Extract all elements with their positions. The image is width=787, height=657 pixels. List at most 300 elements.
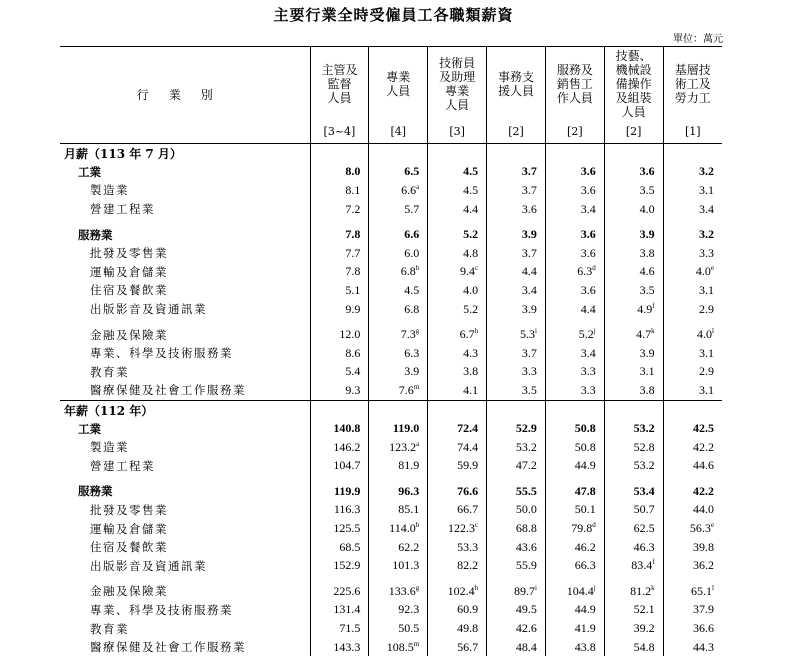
column-header (663, 47, 722, 122)
value-text: 6.6 (401, 182, 417, 197)
footnote-marker: c (474, 264, 479, 273)
value-cell (487, 263, 546, 282)
value-cell (369, 619, 428, 638)
footnote-marker: f (652, 558, 655, 567)
value-cell (487, 363, 546, 382)
value-cell (604, 419, 663, 438)
value-cell (369, 638, 428, 657)
section-row (60, 144, 722, 163)
value-cell (487, 318, 546, 325)
value-text: 6.7 (459, 327, 475, 342)
value-cell (310, 519, 369, 538)
value-cell (545, 225, 604, 244)
value-text: 3.1 (699, 345, 714, 360)
value-text: 3.3 (580, 382, 596, 397)
column-header-line: 專業 (445, 84, 470, 98)
value-cell (428, 575, 487, 582)
value-cell (487, 501, 546, 520)
value-text: 3.6 (580, 245, 596, 260)
value-cell (310, 363, 369, 382)
value-cell (604, 144, 663, 163)
value-cell (487, 225, 546, 244)
value-cell (428, 144, 487, 163)
column-code: [4] (369, 121, 428, 144)
value-cell (487, 218, 546, 225)
value-cell (369, 325, 428, 344)
value-cell (487, 582, 546, 601)
column-header-line: 監督 (327, 77, 352, 91)
value-text: 8.0 (345, 164, 361, 179)
value-cell (369, 538, 428, 557)
column-header-line: 主管及 (321, 63, 358, 77)
value-text: 46.2 (574, 539, 596, 554)
value-cell (663, 218, 722, 225)
value-cell (487, 438, 546, 457)
footnote-marker: d (592, 264, 596, 273)
value-text: 4.1 (463, 382, 479, 397)
row-label: 月薪（113 年 7 月） (64, 146, 182, 161)
value-cell (369, 163, 428, 182)
value-cell (487, 181, 546, 200)
value-cell (545, 244, 604, 263)
value-cell (369, 400, 428, 419)
table-body (60, 144, 722, 657)
value-cell (663, 501, 722, 520)
value-text: 53.2 (515, 439, 537, 454)
footnote-marker: h (474, 327, 479, 336)
column-code: [1] (663, 121, 722, 144)
value-cell (604, 400, 663, 419)
value-cell (310, 457, 369, 476)
value-cell (604, 582, 663, 601)
value-cell (310, 244, 369, 263)
value-text: 42.2 (693, 439, 714, 454)
value-text: 116.3 (333, 502, 361, 517)
value-text: 55.9 (515, 558, 537, 573)
value-cell (487, 419, 546, 438)
value-text: 3.1 (699, 382, 714, 397)
value-text: 72.4 (457, 421, 479, 436)
value-cell (487, 300, 546, 319)
value-cell (663, 575, 722, 582)
value-text: 4.5 (463, 164, 479, 179)
value-text: 66.3 (574, 558, 596, 573)
value-cell (663, 538, 722, 557)
value-cell (663, 281, 722, 300)
row-label: 工業 (78, 421, 101, 436)
value-cell (369, 218, 428, 225)
value-text: 123.2 (389, 439, 417, 454)
value-cell (487, 556, 546, 575)
footnote-marker: l (712, 583, 714, 592)
column-header-line: 人員 (621, 105, 646, 119)
value-cell (428, 638, 487, 657)
value-text: 56.3 (689, 521, 711, 536)
value-cell (310, 263, 369, 282)
value-text: 54.8 (633, 639, 655, 654)
value-text: 39.2 (633, 621, 655, 636)
row-label: 教育業 (90, 364, 129, 379)
value-text: 41.9 (574, 621, 596, 636)
value-text: 48.4 (515, 639, 537, 654)
table-row (60, 582, 722, 601)
table-row (60, 519, 722, 538)
value-text: 36.2 (693, 558, 714, 573)
value-cell (663, 601, 722, 620)
value-text: 4.4 (580, 301, 596, 316)
table-row (60, 638, 722, 657)
footnote-marker: e (710, 521, 714, 530)
value-text: 3.6 (580, 282, 596, 297)
footnote-marker: j (593, 327, 596, 336)
value-text: 62.2 (398, 539, 420, 554)
value-cell (310, 419, 369, 438)
column-header-line: 人員 (327, 91, 352, 105)
row-label: 運輸及倉儲業 (90, 521, 168, 536)
value-cell (663, 556, 722, 575)
value-cell (310, 200, 369, 219)
value-cell (487, 344, 546, 363)
value-text: 44.0 (693, 502, 714, 517)
value-text: 102.4 (447, 583, 475, 598)
value-text: 119.0 (392, 421, 420, 436)
table-row (60, 200, 722, 219)
value-cell (369, 281, 428, 300)
value-cell (310, 381, 369, 400)
table-row (60, 363, 722, 382)
value-cell (428, 438, 487, 457)
value-text: 3.3 (699, 245, 714, 260)
column-header (428, 47, 487, 122)
value-cell (487, 244, 546, 263)
value-cell (428, 344, 487, 363)
row-label: 製造業 (90, 183, 129, 198)
column-header-line: 術工及 (674, 77, 711, 91)
value-cell (487, 163, 546, 182)
value-cell (428, 400, 487, 419)
value-cell (604, 181, 663, 200)
value-cell (369, 601, 428, 620)
value-text: 6.0 (404, 245, 420, 260)
value-cell (545, 400, 604, 419)
spacer-row (60, 218, 722, 225)
row-label: 醫療保健及社會工作服務業 (90, 640, 246, 655)
value-cell (310, 300, 369, 319)
footnote-marker: k (651, 327, 655, 336)
value-cell (487, 325, 546, 344)
value-cell (487, 575, 546, 582)
value-cell (310, 163, 369, 182)
value-cell (369, 519, 428, 538)
value-cell (310, 475, 369, 482)
row-label (60, 475, 310, 482)
value-text: 74.4 (457, 439, 479, 454)
value-text: 6.3 (404, 345, 420, 360)
value-text: 3.1 (699, 182, 714, 197)
value-text: 46.3 (633, 539, 655, 554)
column-header (310, 47, 369, 122)
value-cell (369, 457, 428, 476)
value-cell (369, 438, 428, 457)
value-cell (487, 475, 546, 482)
row-label: 年薪（112 年） (60, 400, 310, 419)
value-text: 5.2 (463, 227, 479, 242)
value-text: 49.5 (515, 602, 537, 617)
value-text: 101.3 (392, 558, 420, 573)
value-text: 4.8 (463, 245, 479, 260)
table-row (60, 601, 722, 620)
value-text: 50.1 (574, 502, 596, 517)
footnote-marker: a (416, 439, 420, 448)
value-text: 3.9 (404, 364, 420, 379)
value-text: 131.4 (333, 602, 361, 617)
value-cell (663, 638, 722, 657)
value-text: 225.6 (333, 583, 361, 598)
value-text: 4.0 (695, 264, 711, 279)
column-header-line: 人員 (386, 84, 411, 98)
footnote-marker: g (415, 327, 420, 336)
value-cell (369, 144, 428, 163)
value-cell (545, 363, 604, 382)
value-cell (663, 318, 722, 325)
value-text: 50.8 (574, 439, 596, 454)
value-text: 2.9 (699, 364, 714, 379)
value-text: 36.6 (693, 621, 714, 636)
value-text: 5.3 (519, 327, 535, 342)
value-text: 83.4 (631, 558, 653, 573)
row-label (60, 218, 310, 225)
value-text: 4.0 (463, 282, 479, 297)
value-text: 6.3 (577, 264, 593, 279)
value-text: 4.5 (463, 182, 479, 197)
value-cell (604, 325, 663, 344)
value-text: 71.5 (339, 621, 361, 636)
value-text: 3.9 (521, 301, 537, 316)
row-label: 出版影音及資通訊業 (90, 302, 207, 317)
value-cell (428, 244, 487, 263)
table-row (60, 501, 722, 520)
value-cell (663, 400, 722, 419)
value-cell (428, 619, 487, 638)
row-label: 運輸及倉儲業 (90, 264, 168, 279)
value-text: 53.3 (457, 539, 479, 554)
value-cell (545, 344, 604, 363)
value-text: 122.3 (447, 521, 475, 536)
value-text: 52.8 (633, 439, 655, 454)
value-text: 89.7 (513, 583, 535, 598)
value-text: 4.5 (404, 282, 420, 297)
value-cell (310, 181, 369, 200)
value-cell (604, 482, 663, 501)
value-text: 4.9 (637, 301, 653, 316)
value-text: 3.7 (521, 164, 537, 179)
row-label: 教育業 (90, 621, 129, 636)
value-text: 50.5 (398, 621, 420, 636)
value-cell (545, 582, 604, 601)
value-text: 3.4 (699, 201, 714, 216)
value-cell (604, 200, 663, 219)
footnote-marker: c (474, 521, 479, 530)
column-code: [2] (487, 121, 546, 144)
group-row (60, 419, 722, 438)
value-cell (428, 218, 487, 225)
value-cell (428, 281, 487, 300)
value-cell (310, 281, 369, 300)
value-text: 56.7 (457, 639, 479, 654)
value-text: 3.3 (580, 364, 596, 379)
column-header-line: 援人員 (497, 84, 534, 98)
value-cell (487, 638, 546, 657)
value-cell (545, 419, 604, 438)
footnote-marker: e (710, 264, 714, 273)
row-label: 批發及零售業 (90, 502, 168, 517)
spacer-row (60, 575, 722, 582)
value-text: 146.2 (333, 439, 361, 454)
value-cell (487, 281, 546, 300)
value-text: 119.9 (334, 483, 361, 498)
value-text: 3.6 (580, 227, 596, 242)
value-text: 5.1 (345, 282, 361, 297)
value-cell (663, 381, 722, 400)
value-cell (604, 438, 663, 457)
group-row (60, 225, 722, 244)
value-cell (369, 181, 428, 200)
value-text: 66.7 (457, 502, 479, 517)
row-label: 金融及保險業 (90, 327, 168, 342)
value-cell (428, 601, 487, 620)
unit-label: 單位：萬元 (673, 34, 723, 45)
value-text: 47.8 (574, 483, 596, 498)
footnote-marker: l (712, 327, 714, 336)
value-cell (663, 457, 722, 476)
value-text: 55.5 (515, 483, 537, 498)
value-text: 3.6 (639, 164, 655, 179)
column-header-line: 作人員 (556, 91, 593, 105)
value-cell (310, 400, 369, 419)
column-code: [3] (428, 121, 487, 144)
value-cell (487, 381, 546, 400)
value-text: 4.7 (636, 327, 652, 342)
value-text: 50.7 (633, 502, 655, 517)
value-text: 6.5 (404, 164, 420, 179)
value-cell (487, 538, 546, 557)
value-cell (487, 457, 546, 476)
value-cell (369, 501, 428, 520)
value-text: 3.8 (639, 245, 655, 260)
row-label: 專業、科學及技術服務業 (90, 346, 233, 361)
value-cell (604, 318, 663, 325)
row-label: 營建工程業 (90, 458, 155, 473)
value-cell (310, 582, 369, 601)
value-cell (428, 419, 487, 438)
value-cell (545, 538, 604, 557)
column-header-line: 服務及 (556, 63, 593, 77)
table-row (60, 556, 722, 575)
value-text: 140.8 (333, 421, 361, 436)
value-text: 53.2 (633, 458, 655, 473)
table-row (60, 457, 722, 476)
column-code: [2] (604, 121, 663, 144)
value-text: 5.4 (345, 364, 361, 379)
value-cell (428, 482, 487, 501)
value-cell (604, 344, 663, 363)
value-text: 5.2 (578, 327, 594, 342)
value-cell (487, 144, 546, 163)
table-row (60, 381, 722, 400)
value-text: 4.0 (639, 201, 655, 216)
value-cell (604, 619, 663, 638)
value-cell (487, 601, 546, 620)
value-cell (369, 363, 428, 382)
table-row (60, 244, 722, 263)
value-text: 43.6 (515, 539, 537, 554)
value-cell (663, 619, 722, 638)
value-cell (545, 556, 604, 575)
row-label (60, 575, 310, 582)
spacer-row (60, 475, 722, 482)
value-cell (604, 538, 663, 557)
value-cell (545, 482, 604, 501)
column-code: [3~4] (310, 121, 369, 144)
table-row (60, 263, 722, 282)
value-cell (545, 318, 604, 325)
value-cell (369, 475, 428, 482)
value-text: 50.8 (574, 421, 596, 436)
value-cell (604, 638, 663, 657)
table-row (60, 181, 722, 200)
value-cell (428, 181, 487, 200)
value-cell (369, 582, 428, 601)
value-text: 47.2 (515, 458, 537, 473)
value-text: 43.8 (574, 639, 596, 654)
value-cell (369, 344, 428, 363)
value-cell (545, 457, 604, 476)
value-cell (428, 519, 487, 538)
column-header-line: 基層技 (674, 63, 711, 77)
value-text: 3.5 (639, 182, 655, 197)
value-cell (604, 281, 663, 300)
value-text: 3.9 (639, 345, 655, 360)
value-cell (604, 218, 663, 225)
value-text: 6.6 (404, 227, 420, 242)
value-cell (310, 501, 369, 520)
value-cell (545, 638, 604, 657)
value-text: 82.2 (457, 558, 479, 573)
value-cell (663, 200, 722, 219)
row-label: 住宿及餐飲業 (90, 540, 168, 555)
value-text: 3.4 (580, 201, 596, 216)
value-text: 76.6 (457, 483, 479, 498)
row-label: 專業、科學及技術服務業 (90, 602, 233, 617)
row-label: 服務業 (78, 484, 113, 499)
value-cell (310, 482, 369, 501)
value-cell (310, 218, 369, 225)
value-text: 7.8 (345, 227, 361, 242)
value-cell (369, 244, 428, 263)
value-cell (369, 482, 428, 501)
value-cell (428, 538, 487, 557)
value-cell (663, 263, 722, 282)
value-text: 5.2 (463, 301, 479, 316)
column-code: [2] (545, 121, 604, 144)
footnote-marker: i (534, 327, 537, 336)
value-text: 81.2 (630, 583, 652, 598)
column-header-line: 及助理 (439, 70, 476, 84)
value-cell (604, 556, 663, 575)
footnote-marker: m (413, 639, 420, 648)
value-text: 53.4 (633, 483, 655, 498)
value-cell (428, 318, 487, 325)
